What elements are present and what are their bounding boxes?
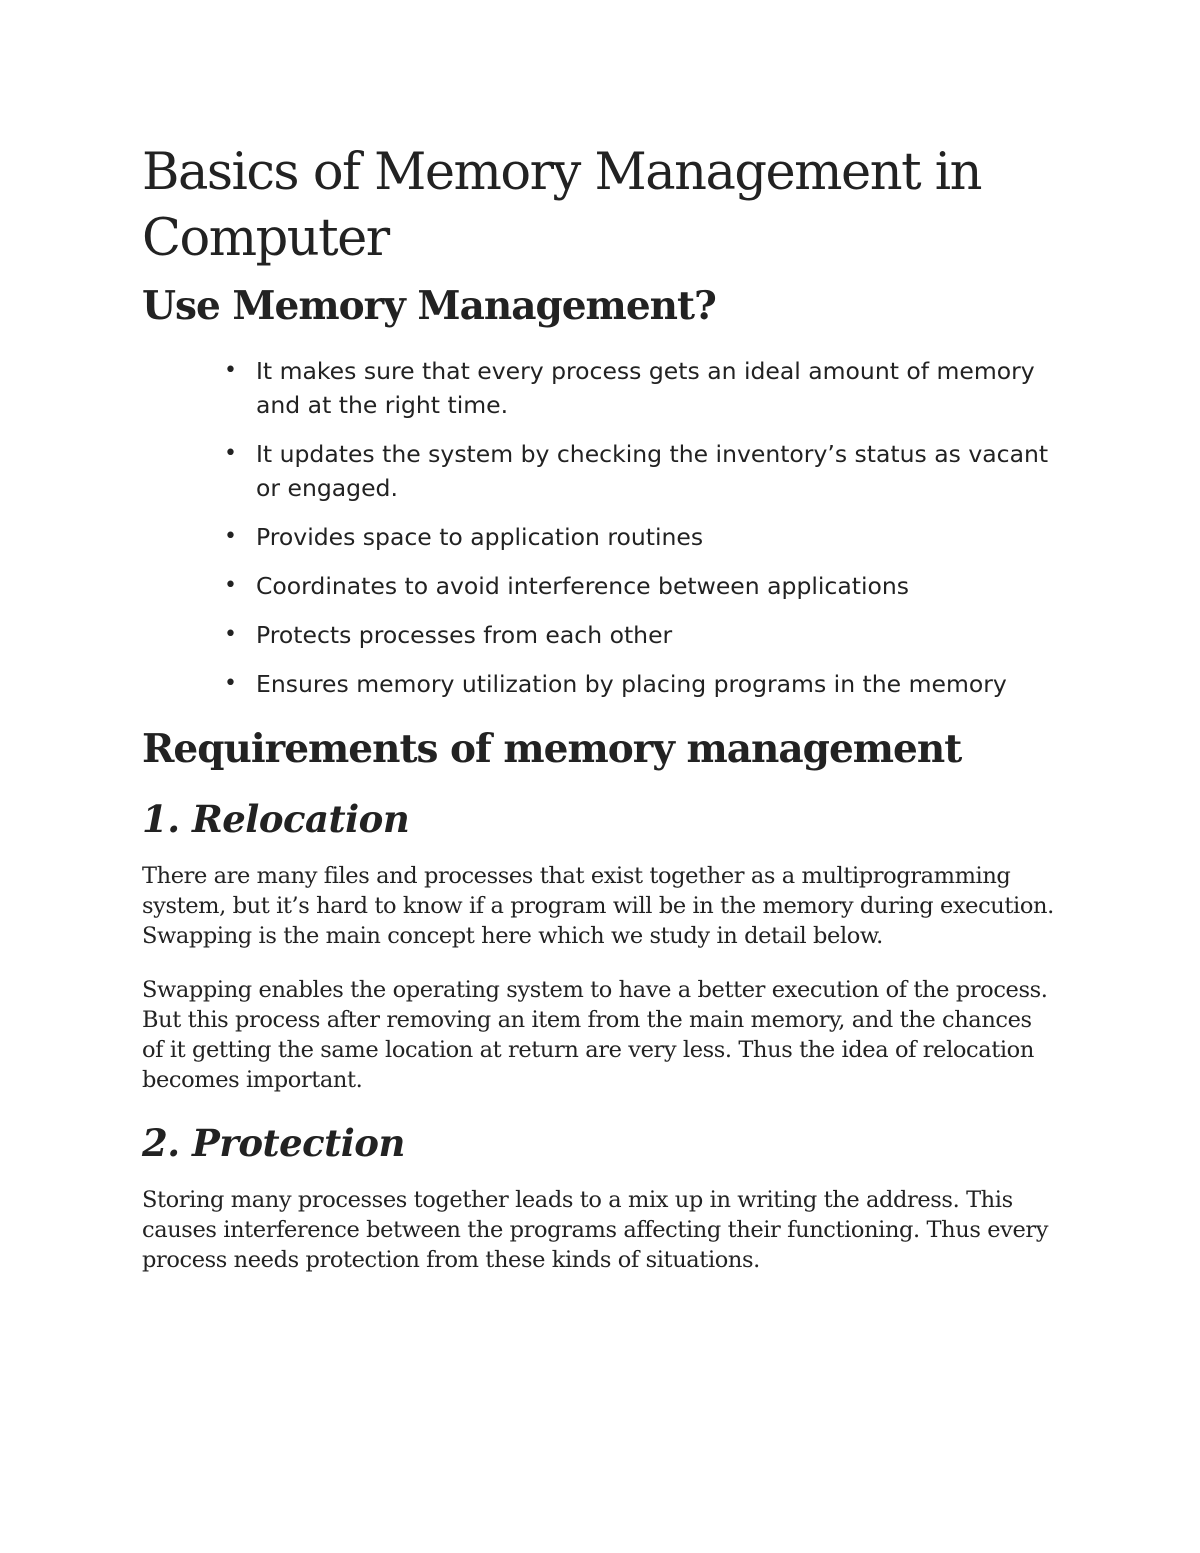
list-item: • Ensures memory utilization by placing programs in the memory	[142, 667, 1062, 701]
subsection-heading-relocation: 1. Relocation	[142, 797, 410, 841]
bullet-icon: •	[224, 573, 237, 598]
bullet-icon: •	[224, 622, 237, 647]
section-heading-use-memory-management: Use Memory Management?	[142, 283, 716, 329]
bullet-list	[142, 354, 1062, 701]
list-item: • It updates the system by checking the inventory’s status as vacant or engaged.	[142, 437, 1062, 505]
section-heading-requirements: Requirements of memory management	[142, 726, 962, 772]
bullet-icon: •	[224, 358, 237, 383]
list-item: • Coordinates to avoid interference between applications	[142, 569, 1062, 603]
bullet-icon: •	[224, 441, 237, 466]
bullet-icon: •	[224, 671, 237, 696]
document-page	[142, 140, 1062, 1275]
list-item: • Protects processes from each other	[142, 618, 1062, 652]
bullet-icon: •	[224, 524, 237, 549]
list-item: • Provides space to application routines	[142, 520, 1062, 554]
paragraph: There are many files and processes that exist together as a multiprogramming system, but it’s hard to know if a program will be in the memory during execution. Swapping is the main concept here which we study in detail below.	[142, 863, 1054, 949]
paragraph: Storing many processes together leads to a mix up in writing the address. This causes interference between the programs affecting their functioning. Thus every process needs protection from these kinds of situations.	[142, 1187, 1049, 1273]
list-item: • It makes sure that every process gets an ideal amount of memory and at the right time.	[142, 354, 1062, 422]
paragraph: Swapping enables the operating system to have a better execution of the process. But this process after removing an item from the main memory, and the chances of it getting the same location at return are very less. Thus the idea of relocation becomes important.	[142, 977, 1048, 1093]
subsection-heading-protection: 2. Protection	[142, 1121, 405, 1165]
document-title: Basics of Memory Management in Computer	[142, 143, 981, 268]
